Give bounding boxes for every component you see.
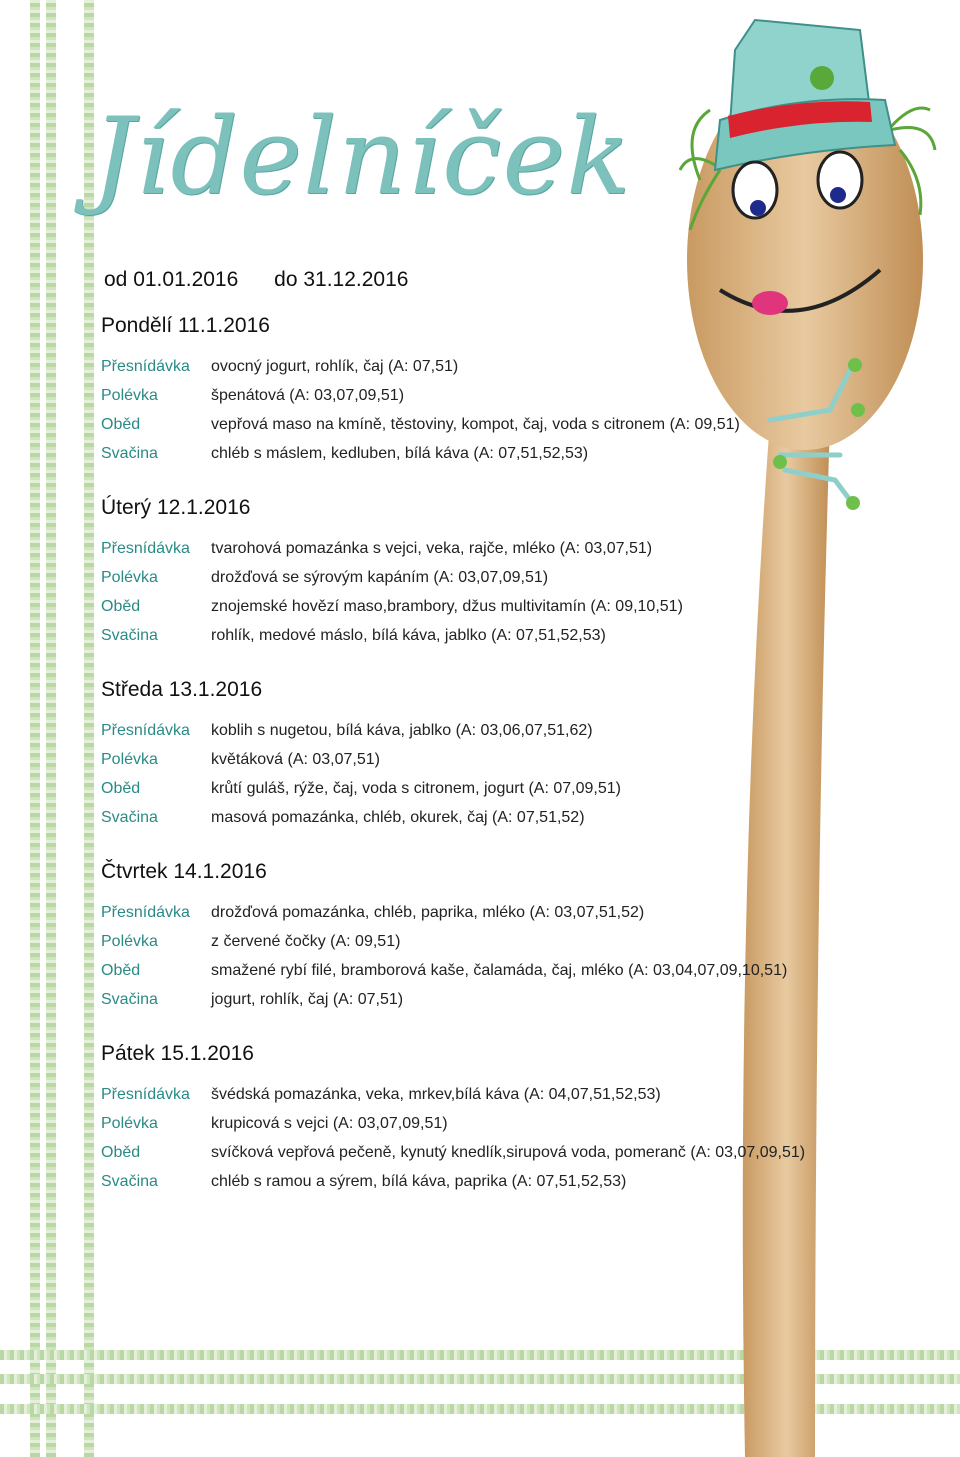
meal-label: Přesnídávka	[101, 540, 190, 557]
meal-row	[101, 410, 901, 439]
day-title: Čtvrtek 14.1.2016	[101, 860, 267, 883]
meal-row	[101, 898, 901, 927]
meal-label: Oběd	[101, 598, 141, 615]
meal-text: svíčková vepřová pečeně, kynutý knedlík,sirupová voda, pomeranč (A: 03,07,09,51)	[211, 1144, 806, 1161]
border-stripe-left	[30, 0, 40, 1457]
day-tuesday	[101, 494, 901, 650]
border-stripe-left-2	[46, 0, 56, 1457]
meal-text: smažené rybí filé, bramborová kaše, čalamáda, čaj, mléko (A: 03,04,07,09,10,51)	[211, 962, 788, 979]
meal-text: ovocný jogurt, rohlík, čaj (A: 07,51)	[211, 358, 459, 375]
meal-row	[101, 1080, 901, 1109]
meal-label: Přesnídávka	[101, 904, 190, 921]
date-range	[104, 268, 438, 292]
day-title: Středa 13.1.2016	[101, 678, 263, 701]
page-title: Jídelníček	[92, 95, 632, 218]
meal-label: Oběd	[101, 780, 141, 797]
meal-row	[101, 803, 901, 832]
meal-row	[101, 592, 901, 621]
meal-row	[101, 745, 901, 774]
meal-label: Polévka	[101, 751, 158, 768]
meal-row	[101, 1109, 901, 1138]
meal-row	[101, 621, 901, 650]
meal-label: Oběd	[101, 416, 141, 433]
meal-text: špenátová (A: 03,07,09,51)	[211, 387, 405, 404]
day-title: Pátek 15.1.2016	[101, 1042, 254, 1065]
meal-row	[101, 439, 901, 468]
meal-label: Polévka	[101, 387, 158, 404]
meal-text: drožďová se sýrovým kapáním (A: 03,07,09,51)	[211, 569, 549, 586]
meal-label: Přesnídávka	[101, 1086, 190, 1103]
day-friday	[101, 1040, 901, 1196]
meal-label: Přesnídávka	[101, 722, 190, 739]
meal-label: Svačina	[101, 809, 158, 826]
date-from: od 01.01.2016	[104, 268, 239, 291]
meal-text: jogurt, rohlík, čaj (A: 07,51)	[211, 991, 404, 1008]
meal-label: Svačina	[101, 627, 158, 644]
meal-row	[101, 563, 901, 592]
meal-text: vepřová maso na kmíně, těstoviny, kompot, čaj, voda s citronem (A: 09,51)	[211, 416, 740, 433]
meal-label: Svačina	[101, 991, 158, 1008]
meal-row	[101, 534, 901, 563]
meal-row	[101, 352, 901, 381]
meal-text: krupicová s vejci (A: 03,07,09,51)	[211, 1115, 448, 1132]
meal-text: tvarohová pomazánka s vejci, veka, rajče, mléko (A: 03,07,51)	[211, 540, 653, 557]
meal-label: Svačina	[101, 1173, 158, 1190]
meal-row	[101, 381, 901, 410]
meal-text: koblih s nugetou, bílá káva, jablko (A: 03,06,07,51,62)	[211, 722, 593, 739]
meal-label: Polévka	[101, 933, 158, 950]
meal-label: Polévka	[101, 1115, 158, 1132]
meal-text: chléb s máslem, kedluben, bílá káva (A: 07,51,52,53)	[211, 445, 589, 462]
meal-text: švédská pomazánka, veka, mrkev,bílá káva (A: 04,07,51,52,53)	[211, 1086, 661, 1103]
border-stripe-left-3	[84, 0, 94, 1457]
meal-label: Přesnídávka	[101, 358, 190, 375]
meal-row	[101, 716, 901, 745]
day-wednesday	[101, 676, 901, 832]
meal-text: z červené čočky (A: 09,51)	[211, 933, 401, 950]
meal-row	[101, 956, 901, 985]
meal-row	[101, 774, 901, 803]
day-thursday	[101, 858, 901, 1014]
meal-text: rohlík, medové máslo, bílá káva, jablko (A: 07,51,52,53)	[211, 627, 606, 644]
day-title: Pondělí 11.1.2016	[101, 314, 270, 337]
meal-label: Polévka	[101, 569, 158, 586]
meal-row	[101, 927, 901, 956]
meal-label: Oběd	[101, 1144, 141, 1161]
date-to: do 31.12.2016	[274, 268, 409, 291]
meal-label: Svačina	[101, 445, 158, 462]
meal-text: květáková (A: 03,07,51)	[211, 751, 380, 768]
meal-text: masová pomazánka, chléb, okurek, čaj (A: 07,51,52)	[211, 809, 585, 826]
meal-text: krůtí guláš, rýže, čaj, voda s citronem, jogurt (A: 07,09,51)	[211, 780, 621, 797]
meal-text: znojemské hovězí maso,brambory, džus multivitamín (A: 09,10,51)	[211, 598, 683, 615]
day-monday	[101, 312, 901, 468]
meal-text: chléb s ramou a sýrem, bílá káva, paprika (A: 07,51,52,53)	[211, 1173, 627, 1190]
meal-row	[101, 1167, 901, 1196]
meal-row	[101, 1138, 901, 1167]
menu-content	[101, 312, 901, 1222]
meal-row	[101, 985, 901, 1014]
meal-text: drožďová pomazánka, chléb, paprika, mléko (A: 03,07,51,52)	[211, 904, 645, 921]
meal-label: Oběd	[101, 962, 141, 979]
day-title: Úterý 12.1.2016	[101, 496, 251, 519]
